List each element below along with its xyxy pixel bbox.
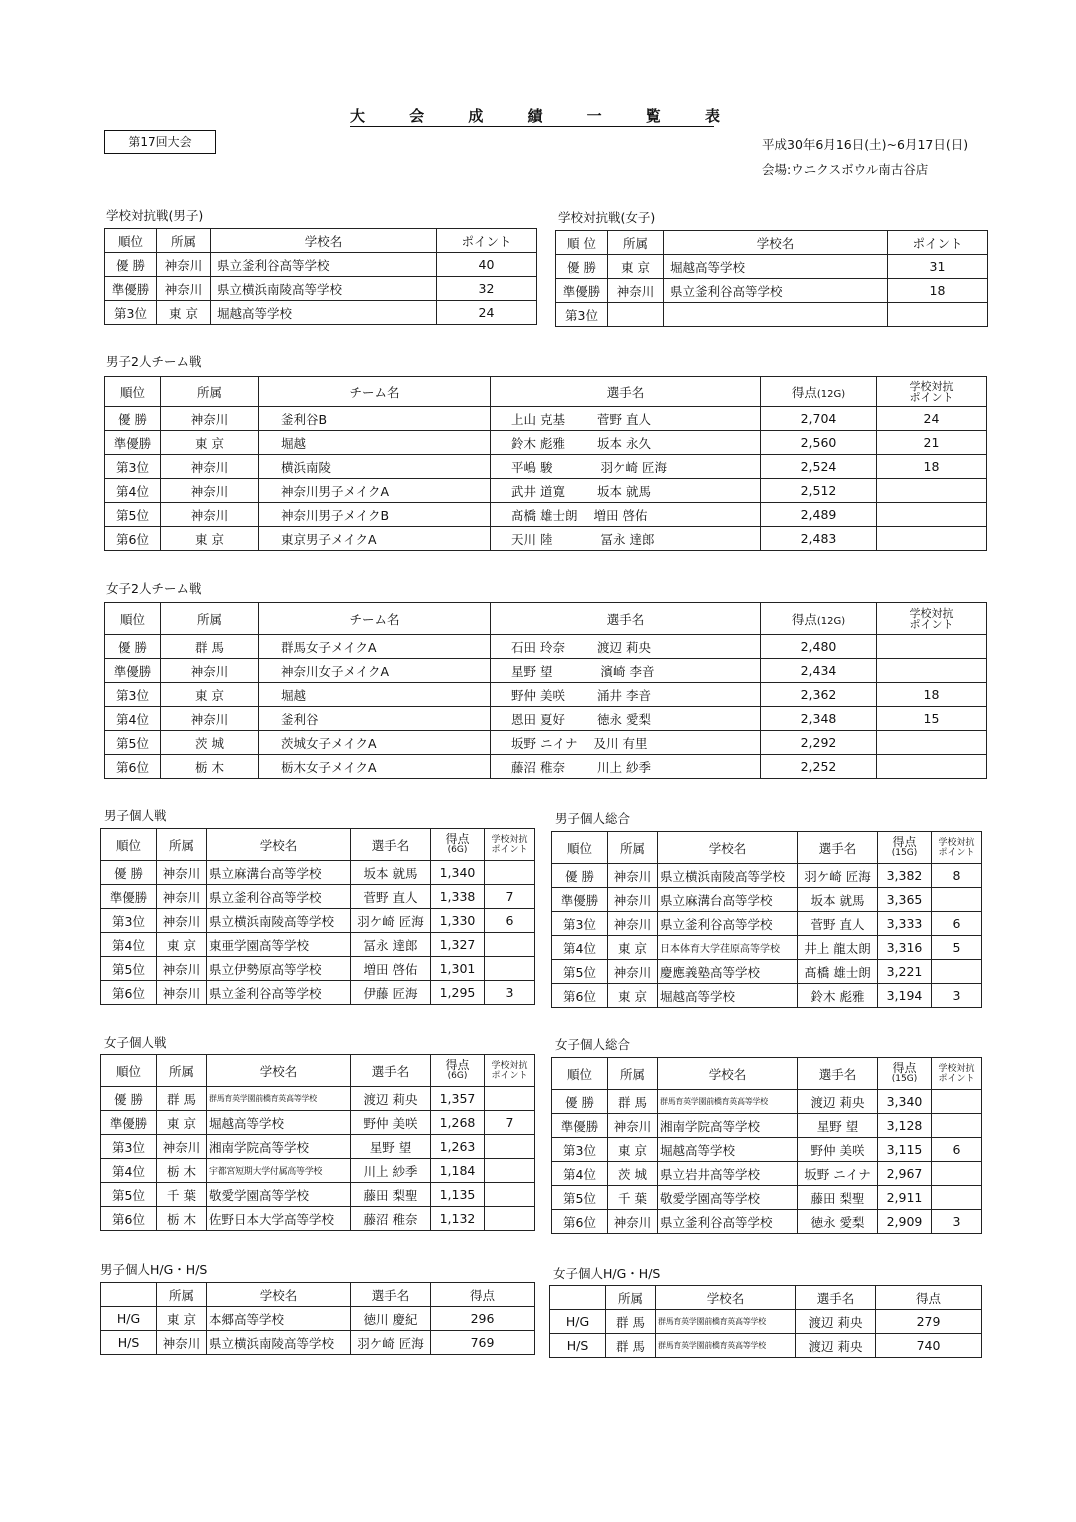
section-title-school-women: 学校対抗戦(女子) (558, 210, 656, 225)
section-title-ind-men-total: 男子個人総合 (555, 811, 631, 826)
table-row: 第6位 神奈川 県立釜利谷高等学校 徳永 愛梨 2,909 3 (552, 1210, 982, 1234)
ind-women-total-table (551, 1057, 982, 1234)
table-header: 順位 所属 チーム名 選手名 得点(12G) 学校対抗 ポイント (105, 377, 987, 407)
table-row: 第5位 千 葉 敬愛学園高等学校 藤田 梨聖 2,911 (552, 1186, 982, 1210)
table-header: 所属 学校名 選手名 得点 (101, 1283, 535, 1307)
table-header: 順 位 所属 学校名 ポイント (556, 231, 988, 255)
section-title-ind-women-total: 女子個人総合 (555, 1037, 631, 1052)
table-row: 優 勝 群 馬 群馬育英学園前橋育英高等学校 渡辺 莉央 3,340 (552, 1090, 982, 1114)
table-header: 順位 所属 学校名 選手名 得点 (6G) 学校対抗 ポイント (101, 829, 535, 861)
table-row: 第3位 東 京 堀越高等学校 野仲 美咲 3,115 6 (552, 1138, 982, 1162)
table-row: H/G 群 馬 群馬育英学園前橋育英高等学校 渡辺 莉央 279 (550, 1310, 982, 1334)
table-row: 第4位 茨 城 県立岩井高等学校 坂野 ニイナ 2,967 (552, 1162, 982, 1186)
table-row: 第4位 神奈川 釜利谷 恩田 夏好 徳永 愛梨 2,348 15 (105, 707, 987, 731)
section-title-school-men: 学校対抗戦(男子) (106, 208, 204, 223)
table-row: 第3位 神奈川 横浜南陵 平嶋 駿 羽ケ崎 匠海 2,524 18 (105, 455, 987, 479)
hg-men-table (100, 1282, 535, 1355)
table-row: 第6位 神奈川 県立釜利谷高等学校 伊藤 匠海 1,295 3 (101, 981, 535, 1005)
section-title-ind-women: 女子個人戦 (104, 1035, 167, 1050)
table-header: 順位 所属 学校名 選手名 得点 (15G) 学校対抗 ポイント (552, 832, 982, 864)
section-title-team-men: 男子2人チーム戦 (106, 354, 202, 369)
table-row: 優 勝 東 京 堀越高等学校 31 (556, 255, 988, 279)
ind-men-table (100, 828, 535, 1005)
table-row: 第3位 神奈川 県立釜利谷高等学校 菅野 直人 3,333 6 (552, 912, 982, 936)
table-header: 順位 所属 チーム名 選手名 得点(12G) 学校対抗 ポイント (105, 603, 987, 635)
table-row: 第3位 神奈川 湘南学院高等学校 星野 望 1,263 (101, 1135, 535, 1159)
team-women-table (104, 602, 987, 779)
section-title-team-women: 女子2人チーム戦 (106, 581, 202, 596)
section-title-ind-men: 男子個人戦 (104, 808, 167, 823)
table-row: 第5位 神奈川 県立伊勢原高等学校 増田 啓佑 1,301 (101, 957, 535, 981)
table-row: 第5位 茨 城 茨城女子メイクA 坂野 ニイナ 及川 有里 2,292 (105, 731, 987, 755)
table-row: 準優勝 神奈川 県立釜利谷高等学校 菅野 直人 1,338 7 (101, 885, 535, 909)
table-row: 準優勝 神奈川 県立釜利谷高等学校 18 (556, 279, 988, 303)
section-title-hg-men: 男子個人H/G・H/S (100, 1262, 208, 1277)
ind-women-table (100, 1054, 535, 1231)
table-header: 順位 所属 学校名 選手名 得点 (6G) 学校対抗 ポイント (101, 1055, 535, 1087)
table-row: 第5位 千 葉 敬愛学園高等学校 藤田 梨聖 1,135 (101, 1183, 535, 1207)
table-row: 準優勝 東 京 堀越 鈴木 彪雅 坂本 永久 2,560 21 (105, 431, 987, 455)
table-row: H/S 神奈川 県立横浜南陵高等学校 羽ケ崎 匠海 769 (101, 1331, 535, 1355)
hg-women-table (549, 1285, 982, 1358)
table-row: 優 勝 群 馬 群馬育英学園前橋育英高等学校 渡辺 莉央 1,357 (101, 1087, 535, 1111)
event-venue: 会場:ウニクスボウル南古谷店 (762, 162, 929, 177)
team-men-table (104, 376, 987, 551)
table-row: 準優勝 神奈川 神奈川女子メイクA 星野 望 濱崎 李音 2,434 (105, 659, 987, 683)
table-row: 優 勝 神奈川 県立釜利谷高等学校 40 (105, 253, 537, 277)
table-row: H/S 群 馬 群馬育英学園前橋育英高等学校 渡辺 莉央 740 (550, 1334, 982, 1358)
table-row: 第4位 東 京 東亜学園高等学校 冨永 達郎 1,327 (101, 933, 535, 957)
table-header: 順位 所属 学校名 選手名 得点 (15G) 学校対抗 ポイント (552, 1058, 982, 1090)
table-row: 準優勝 神奈川 湘南学院高等学校 星野 望 3,128 (552, 1114, 982, 1138)
table-header: 所属 学校名 選手名 得点 (550, 1286, 982, 1310)
title-underline (350, 126, 714, 127)
document-title: 大 会 成 績 一 覧 表 (350, 106, 720, 125)
event-date: 平成30年6月16日(土)~6月17日(日) (762, 137, 969, 152)
table-row: 第3位 神奈川 県立横浜南陵高等学校 羽ケ崎 匠海 1,330 6 (101, 909, 535, 933)
table-row: 第3位 東 京 堀越高等学校 24 (105, 301, 537, 325)
edition-box: 第17回大会 (104, 130, 216, 154)
table-row: 第6位 栃 木 佐野日本大学高等学校 藤沼 稚奈 1,132 (101, 1207, 535, 1231)
school-men-table (104, 228, 537, 325)
table-row: H/G 東 京 本郷高等学校 徳川 慶紀 296 (101, 1307, 535, 1331)
section-title-hg-women: 女子個人H/G・H/S (553, 1266, 661, 1281)
table-row: 第5位 神奈川 慶應義塾高等学校 髙橋 雄士朗 3,221 (552, 960, 982, 984)
table-row: 優 勝 群 馬 群馬女子メイクA 石田 玲奈 渡辺 莉央 2,480 (105, 635, 987, 659)
school-women-table (555, 230, 988, 327)
table-row: 第3位 東 京 堀越 野仲 美咲 涌井 李音 2,362 18 (105, 683, 987, 707)
table-row: 第4位 栃 木 宇都宮短期大学付属高等学校 川上 紗季 1,184 (101, 1159, 535, 1183)
ind-men-total-table (551, 831, 982, 1008)
table-row: 第5位 神奈川 神奈川男子メイクB 髙橋 雄士朗 増田 啓佑 2,489 (105, 503, 987, 527)
table-header: 順位 所属 学校名 ポイント (105, 229, 537, 253)
table-row: 優 勝 神奈川 県立横浜南陵高等学校 羽ケ崎 匠海 3,382 8 (552, 864, 982, 888)
table-row: 第4位 神奈川 神奈川男子メイクA 武井 道寛 坂本 就馬 2,512 (105, 479, 987, 503)
table-row: 第4位 東 京 日本体育大学荏原高等学校 井上 龍太朗 3,316 5 (552, 936, 982, 960)
table-row: 第3位 (556, 303, 988, 327)
table-row: 準優勝 東 京 堀越高等学校 野仲 美咲 1,268 7 (101, 1111, 535, 1135)
table-row: 優 勝 神奈川 県立麻溝台高等学校 坂本 就馬 1,340 (101, 861, 535, 885)
table-row: 準優勝 神奈川 県立麻溝台高等学校 坂本 就馬 3,365 (552, 888, 982, 912)
table-row: 第6位 東 京 堀越高等学校 鈴木 彪雅 3,194 3 (552, 984, 982, 1008)
table-row: 優 勝 神奈川 釜利谷B 上山 克基 菅野 直人 2,704 24 (105, 407, 987, 431)
table-row: 準優勝 神奈川 県立横浜南陵高等学校 32 (105, 277, 537, 301)
table-row: 第6位 東 京 東京男子メイクA 天川 陸 冨永 達郎 2,483 (105, 527, 987, 551)
table-row: 第6位 栃 木 栃木女子メイクA 藤沼 稚奈 川上 紗季 2,252 (105, 755, 987, 779)
